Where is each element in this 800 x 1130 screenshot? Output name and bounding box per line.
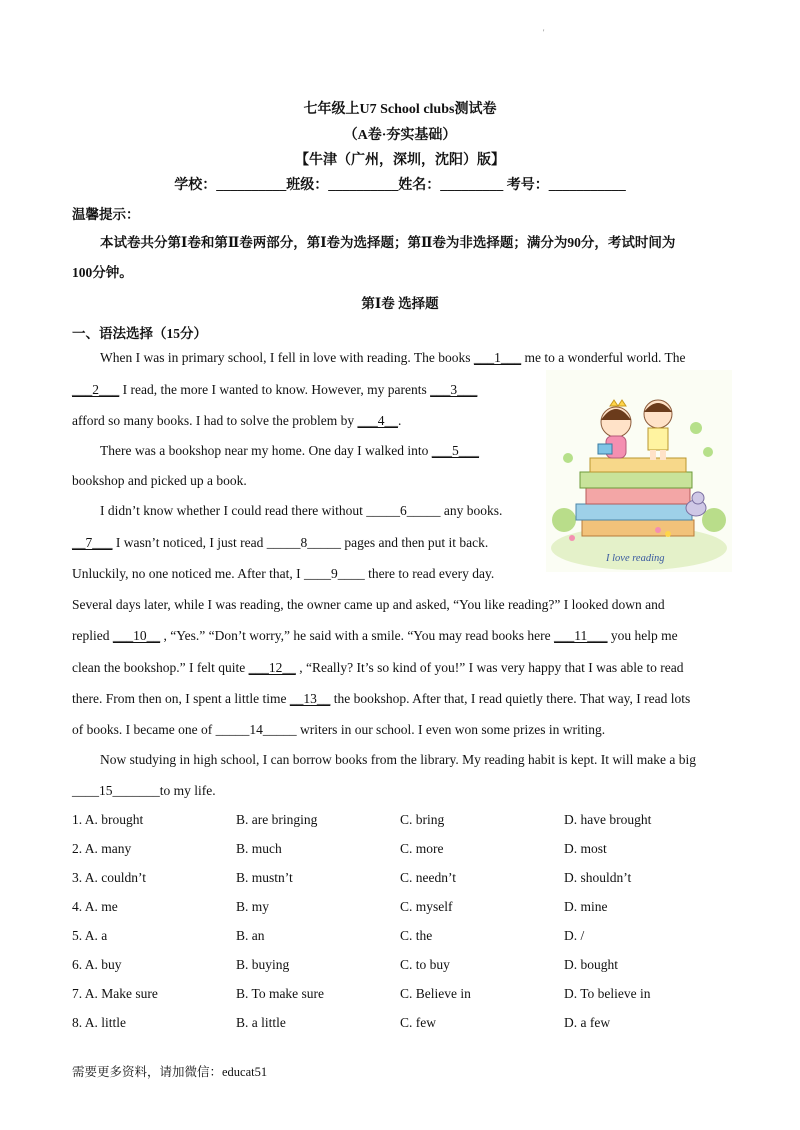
option-row-8-d: D. a few (564, 1015, 611, 1030)
option-row-7-c: C. Believe in (400, 986, 471, 1001)
passage-text: I wasn’t noticed, I just read _____8_____ pages and then put it back. (112, 535, 489, 550)
option-row-1-a: 1. A. brought (72, 812, 144, 827)
option-row-3-a: 3. A. couldn’t (72, 870, 146, 885)
passage-line-1 (100, 350, 686, 366)
passage-line-13: of books. I became one of _____14_____ writers in our school. I even won some prizes in writing. (72, 722, 606, 737)
blank-7: __7___ (72, 535, 113, 550)
option-row-4-d: D. mine (564, 899, 608, 914)
edition-label: 【牛津（广州，深圳，沈阳）版】 (295, 153, 505, 168)
option-row-4-c: C. myself (400, 899, 453, 914)
option-row-5-c: C. the (400, 928, 433, 943)
option-row-4-b: B. my (236, 899, 270, 914)
passage-line-6: I didn’t know whether I could read there without _____6_____ any books. (100, 503, 503, 518)
passage-line-14: Now studying in high school, I can borrow books from the library. My reading habit is kept. It will make a big (100, 752, 697, 767)
passage-text: replied (72, 628, 113, 643)
option-row-5-b: B. an (236, 928, 265, 943)
option-row-6-c: C. to buy (400, 957, 450, 972)
passage-text: There was a bookshop near my home. One day I walked into (100, 443, 432, 458)
passage-line-10 (72, 628, 678, 644)
blank-5: ___5___ (431, 443, 480, 458)
option-row-6-b: B. buying (236, 957, 290, 972)
option-row-1-d: D. have brought (564, 812, 652, 827)
option-row-5-d: D. / (564, 928, 585, 943)
section-heading: 一、语法选择（15分） (72, 326, 207, 341)
tips-line-1: 本试卷共分第Ⅰ卷和第Ⅱ卷两部分，第Ⅰ卷为选择题；第Ⅱ卷为非选择题；满分为90分，考试时间为 (100, 235, 676, 250)
blank-2: ___2___ (72, 382, 120, 397)
student-info-line: 学校：__________班级：__________姓名：_________ 考号：___________ (174, 178, 626, 193)
reading-illustration (546, 370, 732, 572)
passage-line-9: Several days later, while I was reading, the owner came up and asked, “You like reading?” I looked down and (72, 597, 665, 612)
passage-text: you help me (607, 628, 678, 643)
passage-line-11 (72, 660, 683, 676)
passage-line-5: bookshop and picked up a book. (72, 473, 247, 488)
blank-3: ___3___ (430, 382, 478, 397)
blank-13: __13__ (289, 691, 331, 706)
passage-text: , “Yes.” “Don’t worry,” he said with a smile. “You may read books here (160, 628, 555, 643)
option-row-3-c: C. needn’t (400, 870, 456, 885)
option-row-8-a: 8. A. little (72, 1015, 126, 1030)
tips-label: 温馨提示： (72, 207, 140, 222)
footer-contact: 需要更多资料，请加微信：educat51 (72, 1065, 268, 1079)
blank-1: ___1___ (473, 350, 522, 365)
option-row-8-c: C. few (400, 1015, 436, 1030)
blank-10: ___10__ (112, 628, 161, 643)
passage-text: . (397, 413, 402, 428)
option-row-3-d: D. shouldn’t (564, 870, 632, 885)
passage-line-15: ____15_______to my life. (72, 783, 216, 798)
passage-text: there. From then on, I spent a little time (72, 691, 290, 706)
part-title: 第Ⅰ卷 选择题 (361, 296, 439, 311)
option-row-2-b: B. much (236, 841, 282, 856)
tips-line-2: 100分钟。 (72, 265, 133, 280)
passage-text: I read, the more I wanted to know. However, my parents (119, 382, 431, 397)
blank-11: ___11___ (554, 628, 608, 643)
option-row-8-b: B. a little (236, 1015, 286, 1030)
blank-12: ___12__ (248, 660, 296, 675)
passage-line-8: Unluckily, no one noticed me. After that, I ____9____ there to read every day. (72, 566, 495, 581)
passage-text: When I was in primary school, I fell in love with reading. The books (100, 350, 474, 365)
passage-line-2 (72, 382, 477, 398)
blank-4: ___4__ (357, 413, 398, 428)
option-row-3-b: B. mustn’t (236, 870, 293, 885)
passage-text: me to a wonderful world. The (521, 350, 686, 365)
passage-text: clean the bookshop.” I felt quite (72, 660, 249, 675)
passage-text: the bookshop. After that, I read quietly there. That way, I read lots (330, 691, 691, 706)
option-row-6-a: 6. A. buy (72, 957, 122, 972)
option-row-6-d: D. bought (564, 957, 618, 972)
page-subtitle: （A卷·夯实基础） (343, 128, 457, 143)
passage-text: afford so many books. I had to solve the problem by (72, 413, 358, 428)
passage-line-7 (72, 535, 488, 551)
option-row-2-d: D. most (564, 841, 607, 856)
option-row-7-a: 7. A. Make sure (72, 986, 158, 1001)
kids-reading-books-icon (546, 370, 732, 572)
option-row-7-d: D. To believe in (564, 986, 651, 1001)
passage-text: , “Really? It’s so kind of you!” I was very happy that I was able to read (295, 660, 684, 675)
option-row-5-a: 5. A. a (72, 928, 108, 943)
option-row-1-c: C. bring (400, 812, 445, 827)
option-row-1-b: B. are bringing (236, 812, 318, 827)
passage-line-3 (72, 413, 401, 429)
option-row-7-b: B. To make sure (236, 986, 325, 1001)
illustration-caption: I love reading (606, 553, 665, 564)
top-mark: ' (543, 28, 545, 37)
option-row-4-a: 4. A. me (72, 899, 118, 914)
option-row-2-a: 2. A. many (72, 841, 132, 856)
option-row-2-c: C. more (400, 841, 444, 856)
page-title: 七年级上U7 School clubs测试卷 (303, 102, 497, 117)
passage-line-4 (100, 443, 479, 459)
passage-line-12 (72, 691, 690, 707)
